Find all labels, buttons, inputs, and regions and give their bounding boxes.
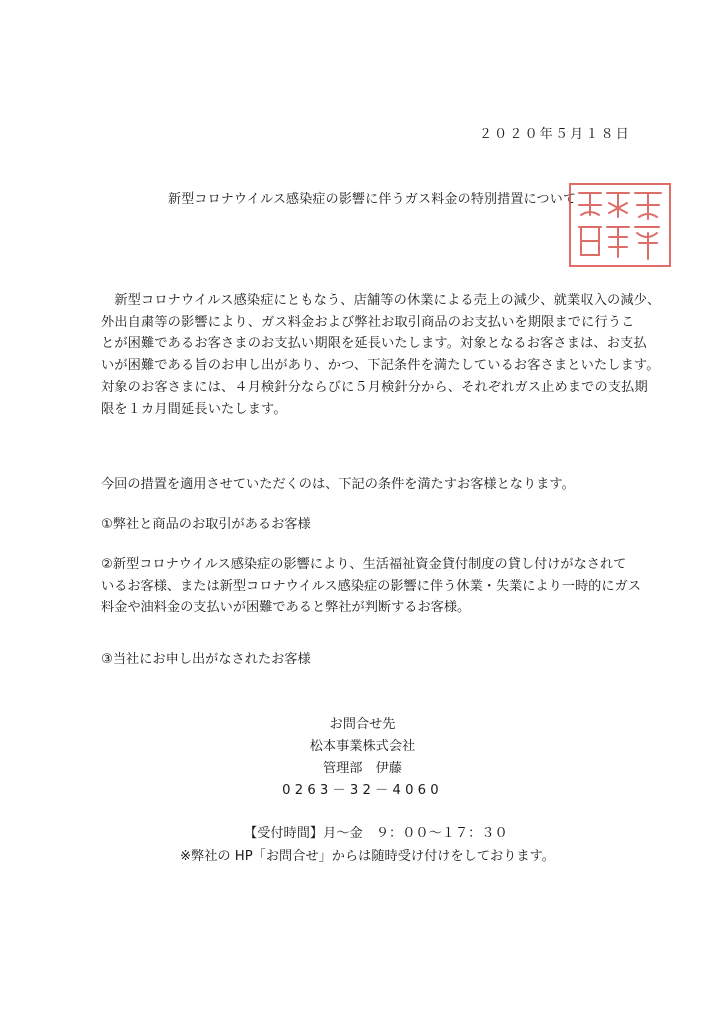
condition-2 bbox=[101, 554, 646, 619]
company-seal-stamp bbox=[567, 181, 673, 269]
condition-1 bbox=[101, 514, 646, 536]
conditions-intro: 今回の措置を適用させていただくのは、下記の条件を満たすお客様となります。 bbox=[101, 477, 575, 492]
website-note: ※弊社の HP「お問合せ」からは随時受け付けをしております。 bbox=[180, 849, 555, 864]
body-line: とが困難であるお客さまのお支払い期限を延長いたします。対象となるお客さまは、お支払 bbox=[101, 336, 647, 352]
condition-line: いるお客様、または新型コロナウイルス感染症の影響に伴う休業・失業により一時的にガス bbox=[101, 578, 641, 594]
contact-heading: お問合せ先 bbox=[329, 717, 396, 732]
contact-company: 松本事業株式会社 bbox=[309, 739, 416, 754]
contact-block bbox=[0, 714, 725, 802]
document-date: ２０２０年５月１８日 bbox=[478, 127, 631, 142]
body-paragraph bbox=[101, 290, 661, 420]
contact-department: 管理部 伊藤 bbox=[322, 761, 403, 776]
condition-line: ③当社にお申し出がなされたお客様 bbox=[101, 652, 311, 667]
body-line: 対象のお客さまには、４月検針分ならびに５月検針分から、それぞれガス止めまでの支払期 bbox=[101, 379, 648, 395]
document-title: 新型コロナウイルス感染症の影響に伴うガス料金の特別措置について bbox=[168, 192, 577, 207]
body-line: 限を１カ月間延長いたします。 bbox=[101, 401, 287, 417]
body-line: 新型コロナウイルス感染症にともなう、店舗等の休業による売上の減少、就業収入の減少、 bbox=[101, 293, 661, 308]
condition-3 bbox=[101, 649, 646, 671]
condition-line: ②新型コロナウイルス感染症の影響により、生活福祉資金貸付制度の貸し付けがなされて bbox=[101, 557, 627, 572]
reception-hours: 【受付時間】月～金 ９：００～１７：３０ bbox=[244, 826, 508, 841]
condition-line: 料金や油料金の支払いが困難であると弊社が判断するお客様。 bbox=[101, 600, 471, 616]
contact-phone: 0263－32－4060 bbox=[282, 783, 443, 798]
condition-line: ①弊社と商品のお取引があるお客様 bbox=[101, 517, 311, 532]
body-line: 外出自粛等の影響により、ガス料金および弊社お取引商品のお支払いを期限までに行うこ bbox=[101, 314, 635, 330]
body-line: いが困難である旨のお申し出があり、かつ、下記条件を満たしているお客さまといたします。 bbox=[101, 358, 660, 374]
